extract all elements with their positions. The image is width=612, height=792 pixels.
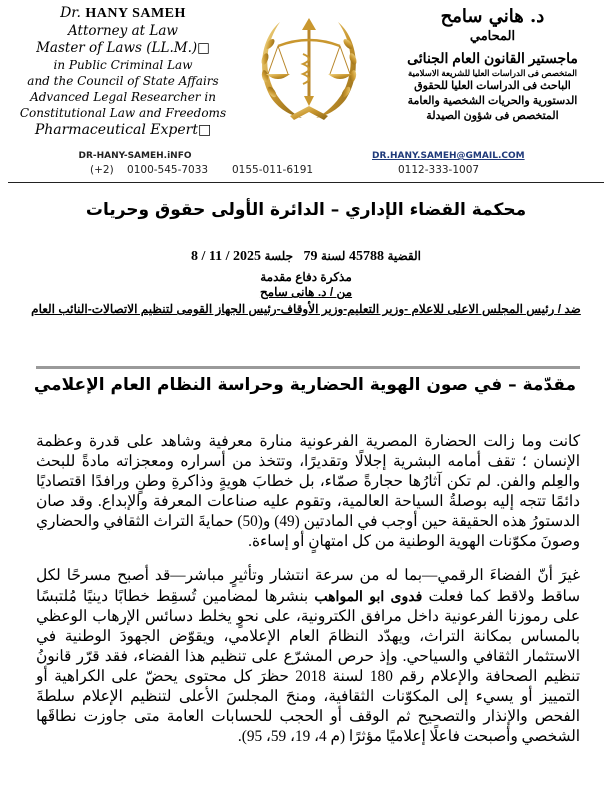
court-title: محكمة القضاء الإداري – الدائرة الأولى حقوق وحريات (85, 200, 527, 220)
case-year: 79 (303, 249, 318, 264)
attorney-title: Attorney at Law (68, 23, 178, 39)
memo-against: ضد / رئيس المجلس الاعلى للاعلام -وزير التعليم-وزير الأوقاف-رئيس الجهاز القومى لتنظيم الاتصالات-النائب العام (31, 302, 581, 316)
research-line-2: Constitutional Law and Freedoms (19, 106, 227, 120)
section-divider (36, 366, 580, 369)
arabic-spec-2: الباحث فى الدراسات العليا للحقوق (414, 80, 571, 92)
arabic-attorney-title: المحامي (469, 29, 516, 44)
memo-title: مذكرة دفاع مقدمة (260, 270, 352, 284)
session-date: 8 / 11 / 2025 (191, 249, 262, 264)
section-heading: مقدّمة – في صون الهوية الحضارية وحراسة النظام العام الإعلامي (33, 375, 576, 395)
letterhead-arabic (385, 6, 600, 124)
degree-field-2: and the Council of State Affairs (27, 74, 219, 88)
phone-2: 0155-011-6191 (232, 164, 314, 176)
attorney-degree: Master of Laws (LL.M.)□ (36, 40, 210, 56)
case-info: القضية 45788 لسنة 79 جلسة 8 / 11 / 2025 (191, 249, 421, 264)
arabic-attorney-name: د. هاني سامح (440, 6, 545, 27)
arabic-spec-4: المتخصص فى شؤون الصيدلة (426, 110, 559, 122)
research-line-1: Advanced Legal Researcher in (30, 90, 216, 104)
letterhead-english (8, 4, 238, 139)
phone-3: 0112-333-1007 (398, 164, 480, 176)
scales-of-justice-logo-icon (250, 4, 368, 129)
case-number: 45788 (348, 249, 384, 264)
paragraph-1: كانت وما زالت الحضارة المصرية الفرعونية منارة معرفية وشاهد على قدرة وعظمة الإنسان ؛ تقف أمامه البشرية إجلالًا وتقديرًا، وتتخذ من أسراره ومعجزاته مادةً للبحث والعِلم والفن. لم تكن آثارُها حجارةً صمّاء، بل خطابَ هويةٍ وذاكرةِ وطنٍ ورافدًا اقتصاديًا دائمًا تتجه إليه بوصلةُ السياحة العالمية، وتقوم عليه صناعات المعرفة والإبداع. وقد صان الدستورُ هذه الحقيقة حين أوجب في المادتين (49) و(50) حمايةَ التراث الثقافي والحضاري وصونَ مكوّنات الهوية الوطنية من كل امتهانٍ أو إساءة. (36, 433, 580, 550)
memo-from: من / د. هانى سامح (259, 285, 353, 299)
expert-line: Pharmaceutical Expert□ (34, 122, 212, 138)
letterhead-divider (8, 182, 604, 183)
arabic-spec-3: الدستورية والحريات الشخصية والعامة (407, 95, 578, 107)
attorney-name: Dr. HANY SAMEH (60, 5, 186, 21)
arabic-degree: ماجستير القانون العام الجنائى (407, 50, 578, 66)
phone-1: (+2) 0100-545-7033 (90, 164, 209, 176)
degree-field-1: in Public Criminal Law (53, 58, 193, 72)
website-link[interactable]: DR-HANY-SAMEH.iNFO (78, 151, 192, 161)
email-link[interactable]: DR.HANY.SAMEH@GMAIL.COM (372, 151, 525, 161)
defendant-name: فدوى ابو المواهب (314, 588, 423, 604)
arabic-spec-1: المتخصص فى الدراسات العليا للشريعة الاسلامية (407, 68, 578, 78)
paragraph-2: غيرَ أنّ الفضاءَ الرقمي—بما له من سرعة انتشار وتأثيرٍ مباشر—قد أصبح مسرحًا لكل ساقط ولاقط كما فعلت فدوى ابو المواهب بنشرها لمضامين تُسقِط خطابًا دينيًا مُلتبسًا على رموزنا الفرعونية داخل مرافق الكترونية، على نحوٍ يخلط دسائس الإرهاب الوعظي بالمساس بمكانة التراث، ويهدّد النظامَ العام الإعلامي، ويقوّض الجهودَ الوطنية في الاستثمار الثقافي والسياحي. وإذ حرص المشرّع على تنظيم هذا الفضاء، فقد قرّر قانونُ تنظيم الصحافة والإعلام رقم 180 لسنة 2018 حظرَ كل محتوى يحضّ على الكراهية أو التمييز أو يسيء إلى المكوّنات الثقافية، ومنحَ المجلسَ الأعلى لتنظيم الإعلام سلطةَ الفحص والإنذار والتصحيح ثم الوقف أو الحجب للحسابات العامة متى جاوزت نطاقَها الشخصي وأصبحت فاعلًا إعلاميًا مؤثرًا (م 4، 19، 59، 95). (36, 567, 580, 745)
